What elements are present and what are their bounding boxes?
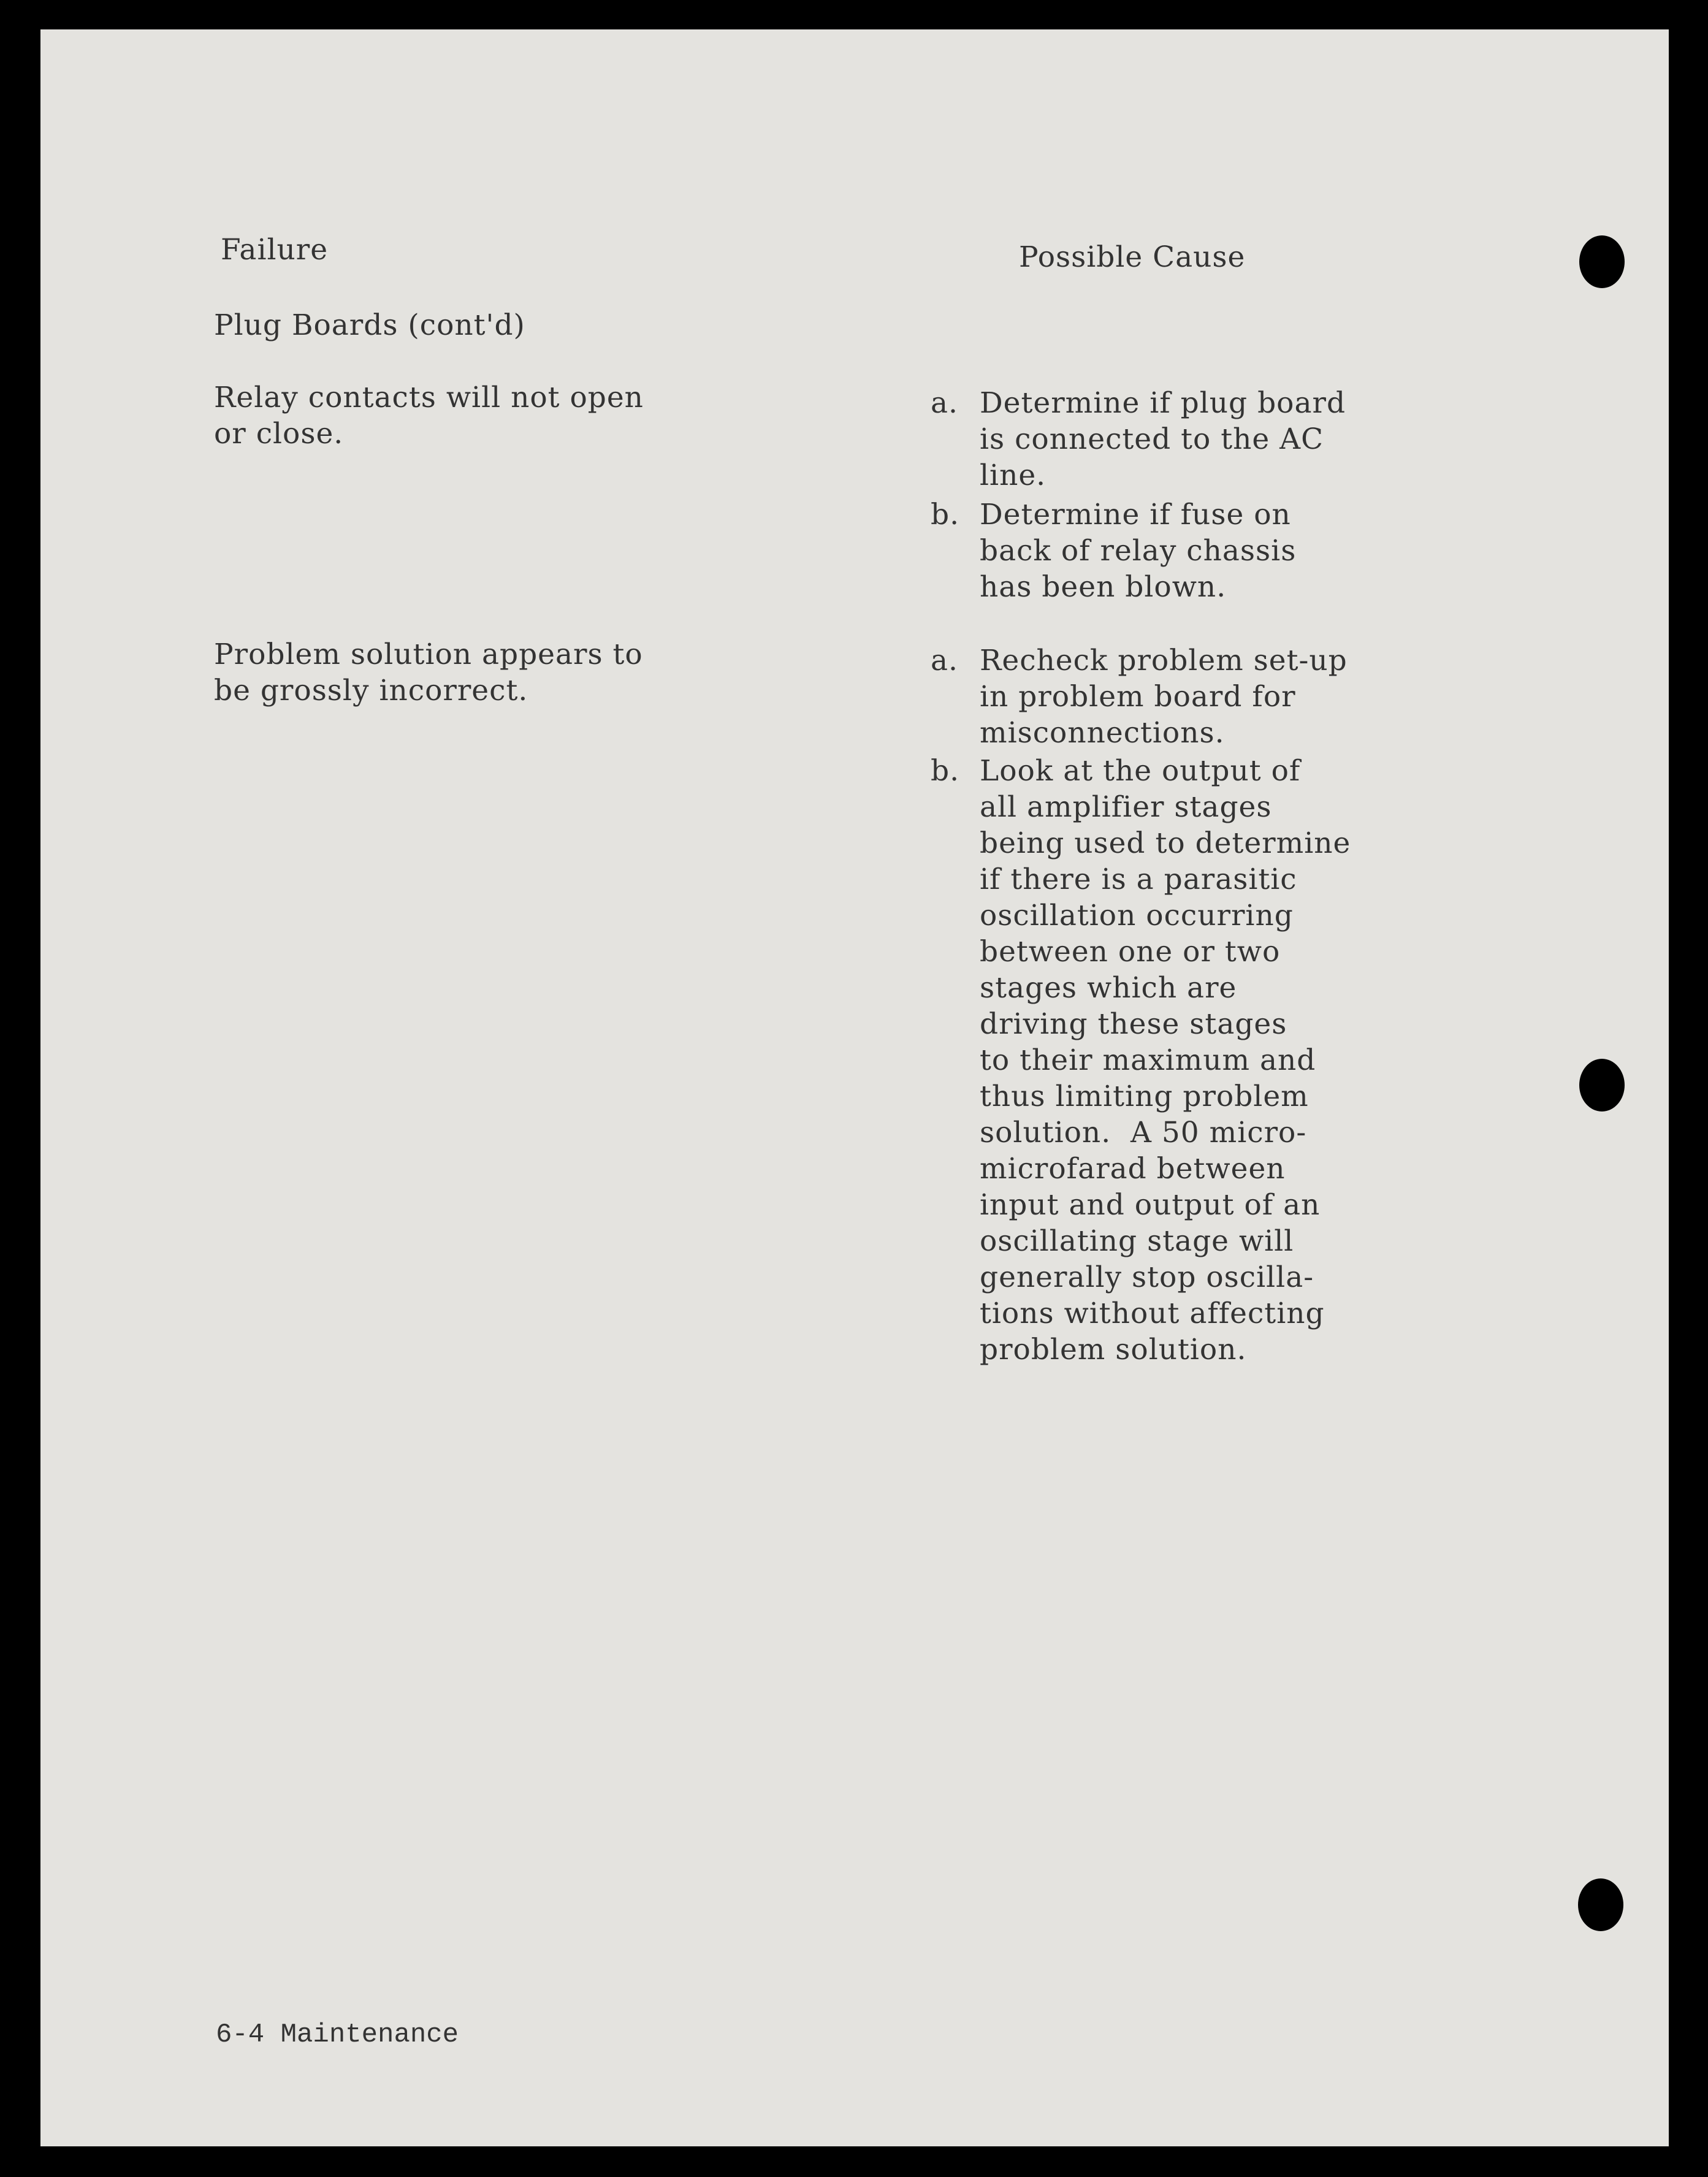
cause-text: Determine if plug board is connected to the AC line. [980, 386, 1346, 492]
binder-hole-middle [1579, 1059, 1625, 1111]
cause-text: Recheck problem set-up in problem board for misconnections. [980, 644, 1348, 750]
binder-hole-top [1579, 235, 1625, 288]
page-footer-label: 6-4 Maintenance [216, 2019, 459, 2050]
cause-text: Determine if fuse on back of relay chassis has been blown. [980, 498, 1297, 604]
section-title: Plug Boards (cont'd) [214, 308, 525, 342]
failure-relay-contacts: Relay contacts will not open or close. [214, 381, 644, 451]
cause-label: b. [931, 754, 960, 788]
failure-problem-solution: Problem solution appears to be grossly incorrect. [214, 638, 643, 707]
possible-cause-column-header: Possible Cause [1019, 240, 1246, 274]
cause-label: b. [931, 498, 960, 532]
cause-text: Look at the output of all amplifier stages being used to determine if there is a parasitic oscillation occurring between one or two stages which are driving these stages to their maximum and thus limiting problem solution. A 50 micro- microfarad between input and output of an oscillating stage will generally stop oscilla- tions without affecting problem solution. [980, 754, 1351, 1367]
cause-label: a. [931, 386, 958, 420]
document-page [40, 29, 1669, 2146]
failure-column-header: Failure [221, 233, 329, 267]
cause-label: a. [931, 644, 958, 677]
binder-hole-bottom [1578, 1878, 1623, 1931]
